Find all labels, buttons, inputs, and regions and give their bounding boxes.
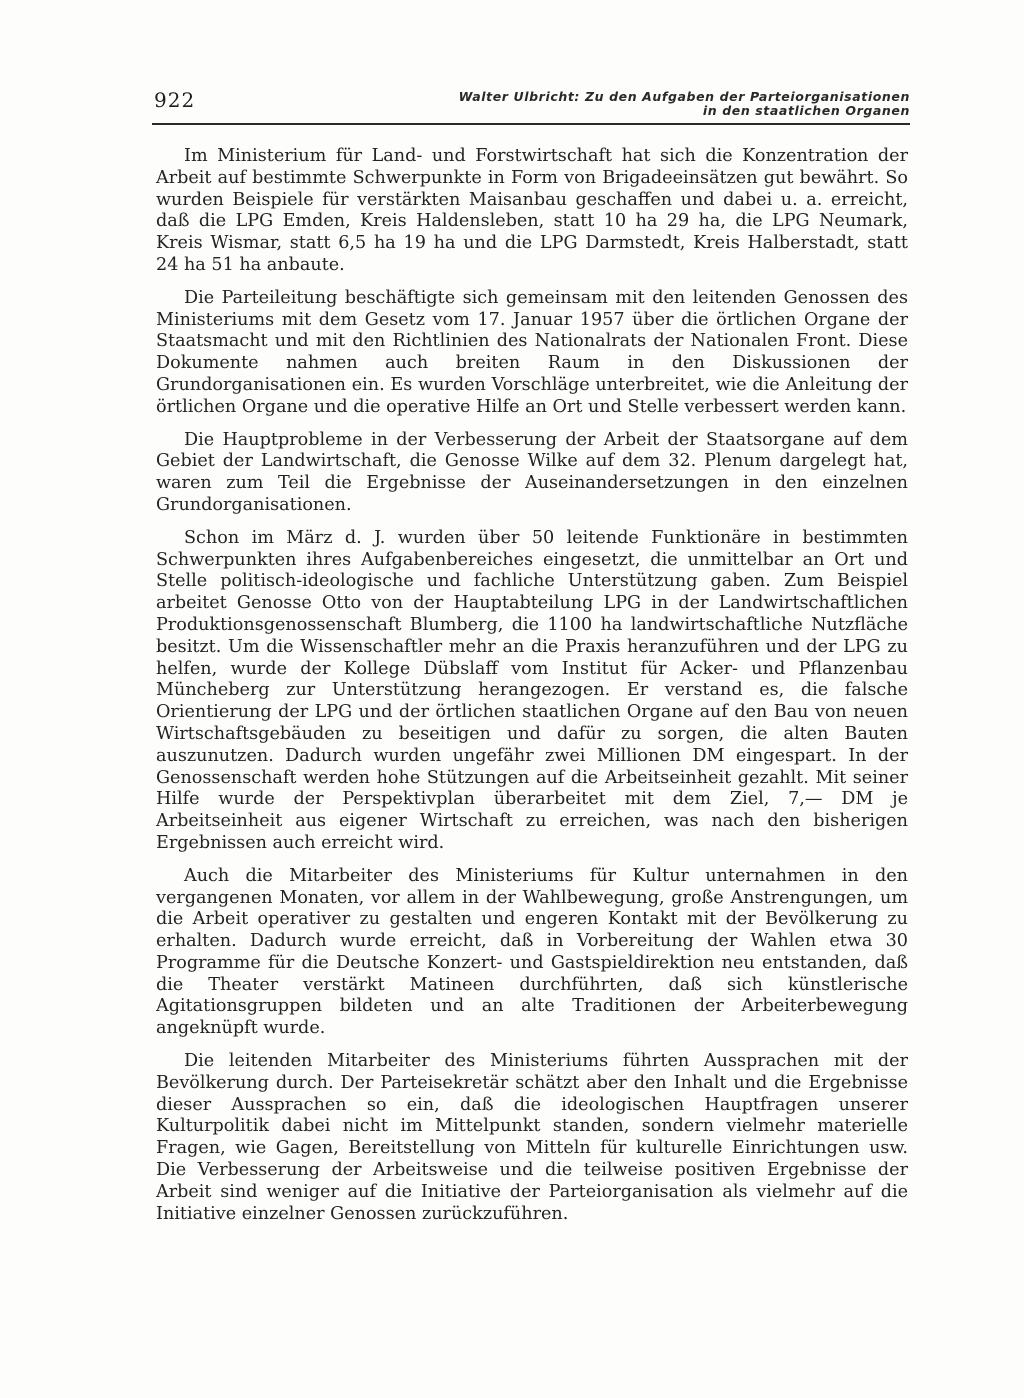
page-header bbox=[154, 86, 910, 122]
body-text bbox=[156, 146, 908, 1236]
paragraph-4: Schon im März d. J. wurden über 50 leitende Funktionäre in bestimmten Schwerpunkten ihres Aufgabenbereiches eingesetzt, die unmittelbar an Ort und Stelle politisch-ideologische und fachliche Unterstützung gaben. Zum Beispiel arbeitet Genosse Otto von der Hauptabteilung LPG in der Landwirtschaftlichen Produktionsgenossenschaft Blumberg, die 1100 ha landwirtschaftliche Nutzfläche besitzt. Um die Wissenschaftler mehr an die Praxis heranzuführen und der LPG zu helfen, wurde der Kollege Dübslaff vom Institut für Acker- und Pflanzenbau Müncheberg zur Unterstützung herangezogen. Er verstand es, die falsche Orientierung der LPG und der örtlichen staatlichen Organe auf den Bau von neuen Wirtschaftsgebäuden zu beseitigen und dafür zu sorgen, die alten Bauten auszunutzen. Dadurch wurden ungefähr zwei Millionen DM eingespart. In der Genossenschaft werden hohe Stützungen auf die Arbeitseinheit gezahlt. Mit seiner Hilfe wurde der Perspektivplan überarbeitet mit dem Ziel, 7,— DM je Arbeitseinheit aus eigener Wirtschaft zu erreichen, was nach den bisherigen Ergebnissen auch erreicht wird. bbox=[156, 527, 908, 853]
header-rule bbox=[152, 123, 910, 125]
running-title-line-1: Walter Ulbricht: Zu den Aufgaben der Parteiorganisationen bbox=[458, 89, 910, 104]
paragraph-5: Auch die Mitarbeiter des Ministeriums für Kultur unternahmen in den vergangenen Monaten, vor allem in der Wahlbewegung, große Anstrengungen, um die Arbeit operativer zu gestalten und engeren Kontakt mit der Bevölkerung zu erhalten. Dadurch wurde erreicht, daß in Vorbereitung der Wahlen etwa 30 Programme für die Deutsche Konzert- und Gastspieldirektion neu entstanden, daß die Theater verstärkt Matineen durchführten, daß sich künstlerische Agitationsgruppen bildeten und an alte Traditionen der Arbeiterbewegung angeknüpft wurde. bbox=[156, 865, 908, 1039]
running-title bbox=[459, 90, 910, 118]
page-number: 922 bbox=[154, 88, 196, 112]
paragraph-6: Die leitenden Mitarbeiter des Ministeriums führten Aussprachen mit der Bevölkerung durch. Der Parteisekretär schätzt aber den Inhalt und die Ergebnisse dieser Aussprachen so ein, daß die ideologischen Hauptfragen unserer Kulturpolitik dabei nicht im Mittelpunkt standen, sondern vielmehr materielle Fragen, wie Gagen, Bereitstellung von Mitteln für kulturelle Einrichtungen usw. Die Verbesserung der Arbeitsweise und die teilweise positiven Ergebnisse der Arbeit sind weniger auf die Initiative der Parteiorganisation als vielmehr auf die Initiative einzelner Genossen zurückzuführen. bbox=[156, 1051, 908, 1224]
paragraph-1: Im Ministerium für Land- und Forstwirtschaft hat sich die Konzentration der Arbeit auf bestimmte Schwerpunkte in Form von Brigadeeinsätzen gut bewährt. So wurden Beispiele für verstärkten Maisanbau geschaffen und dabei u. a. erreicht, daß die LPG Emden, Kreis Haldensleben, statt 10 ha 29 ha, die LPG Neumark, Kreis Wismar, statt 6,5 ha 19 ha und die LPG Darmstedt, Kreis Halberstadt, statt 24 ha 51 ha anbaute. bbox=[156, 146, 908, 275]
paragraph-3: Die Hauptprobleme in der Verbesserung der Arbeit der Staatsorgane auf dem Gebiet der Landwirtschaft, die Genosse Wilke auf dem 32. Plenum dargelegt hat, waren zum Teil die Ergebnisse der Auseinandersetzungen in den einzelnen Grundorganisationen. bbox=[156, 429, 908, 515]
paragraph-2: Die Parteileitung beschäftigte sich gemeinsam mit den leitenden Genossen des Ministeriums mit dem Gesetz vom 17. Januar 1957 über die örtlichen Organe der Staatsmacht und mit den Richtlinien des Nationalrats der Nationalen Front. Diese Dokumente nahmen auch breiten Raum in den Diskussionen der Grundorganisationen ein. Es wurden Vorschläge unterbreitet, wie die Anleitung der örtlichen Organe und die operative Hilfe an Ort und Stelle verbessert werden kann. bbox=[156, 287, 908, 417]
running-title-line-2: in den staatlichen Organen bbox=[702, 103, 910, 118]
